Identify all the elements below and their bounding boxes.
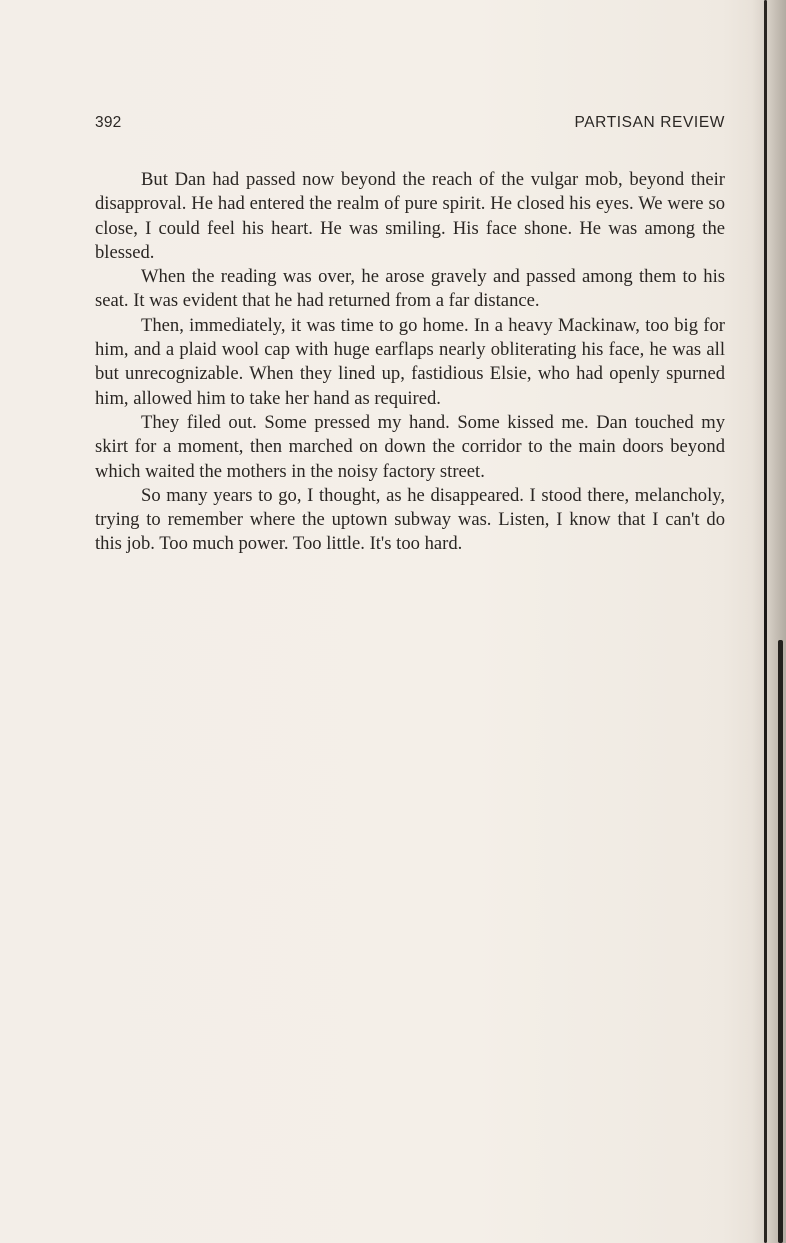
paragraph: They filed out. Some pressed my hand. Some kissed me. Dan touched my skirt for a moment, then marched on down the corridor to the main doors beyond which waited the mothers in the noisy factory street. bbox=[95, 411, 725, 482]
paragraph: So many years to go, I thought, as he disappeared. I stood there, melancholy, trying to remember where the uptown subway was. Listen, I know that I can't do this job. Too much power. Too little. It's too hard. bbox=[95, 484, 725, 555]
page-number: 392 bbox=[95, 114, 122, 131]
page-header bbox=[95, 114, 725, 138]
paragraph: When the reading was over, he arose gravely and passed among them to his seat. It was evident that he had returned from a far distance. bbox=[95, 266, 725, 312]
paragraph: Then, immediately, it was time to go home. In a heavy Mackinaw, too big for him, and a plaid wool cap with huge earflaps nearly obliterating his face, he was all but unrecognizable. When they lined up, fastidious Elsie, who had openly spurned him, allowed him to take her hand as required. bbox=[95, 314, 725, 409]
body-text bbox=[95, 168, 725, 557]
binding-edge-line bbox=[764, 0, 767, 1243]
running-title: PARTISAN REVIEW bbox=[574, 114, 725, 131]
binding-edge-line-outer bbox=[778, 640, 783, 1243]
paragraph: But Dan had passed now beyond the reach of the vulgar mob, beyond their disapproval. He had entered the realm of pure spirit. He closed his eyes. We were so close, I could feel his heart. He was smiling. His face shone. He was among the blessed. bbox=[95, 169, 725, 263]
